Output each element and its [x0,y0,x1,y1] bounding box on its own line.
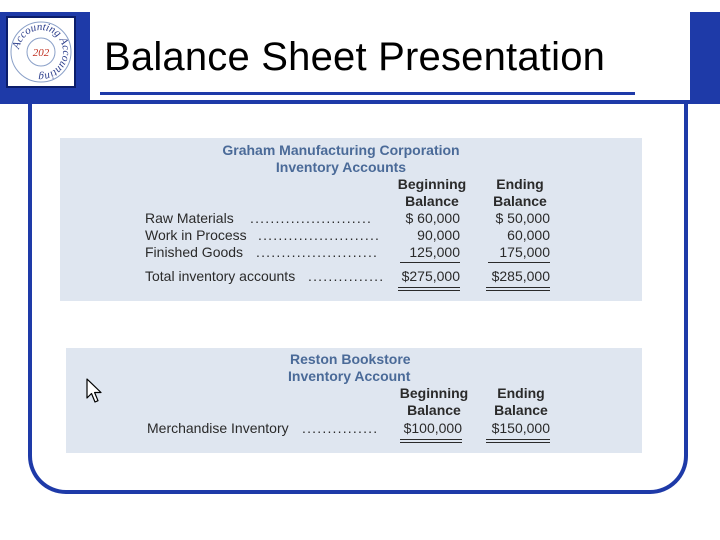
total-double-underline [486,439,550,440]
graham-col-beginning-2: Balance [405,193,459,209]
total-double-underline [398,287,460,288]
svg-text:Accounting Accounting: Accounting Accounting [10,20,73,84]
subtotal-underline [488,262,550,263]
accounting-logo [6,16,76,88]
page-title: Balance Sheet Presentation [104,35,606,79]
table-total-ending: $285,000 [491,268,550,284]
table-row-label: Work in Process [145,227,247,243]
total-double-underline [398,290,460,291]
reston-col-beginning-1: Beginning [399,385,469,401]
table-cell-ending: 175,000 [499,244,550,260]
leader-dots: ........................ [256,244,379,260]
graham-subtitle: Inventory Accounts [275,159,407,175]
graham-col-ending-1: Ending [496,176,544,192]
total-double-underline [486,290,550,291]
table-row-label: Merchandise Inventory [147,420,289,436]
leader-dots: ........................ [258,227,381,243]
accounting-seal-icon [8,18,74,86]
table-total-beginning: $275,000 [401,268,460,284]
leader-dots: ........................ [250,210,373,226]
table-total-label: Total inventory accounts [145,268,296,284]
table-cell-beginning: $ 60,000 [405,210,460,226]
subtotal-underline [400,262,460,263]
total-double-underline [486,442,550,443]
table-row-label: Finished Goods [145,244,244,260]
graham-col-beginning-1: Beginning [397,176,467,192]
reston-col-beginning-2: Balance [407,402,461,418]
graham-col-ending-2: Balance [493,193,547,209]
reston-col-ending-2: Balance [494,402,548,418]
title-divider [100,92,635,95]
table-cell-ending: 60,000 [507,227,550,243]
reston-col-ending-1: Ending [497,385,545,401]
table-cell-beginning: 90,000 [417,227,460,243]
table-cell-beginning: 125,000 [409,244,460,260]
logo-course-number: 202 [32,47,50,59]
graham-company-name: Graham Manufacturing Corporation [222,142,460,158]
total-double-underline [400,439,462,440]
table-cell-beginning: $100,000 [403,420,462,436]
mouse-pointer-icon [86,378,104,404]
leader-dots: ............... [302,420,379,436]
reston-subtitle: Inventory Account [288,368,411,384]
total-double-underline [486,287,550,288]
table-cell-ending: $150,000 [491,420,550,436]
table-row-label: Raw Materials [145,210,234,226]
graham-inventory-table [60,138,642,301]
table-cell-ending: $ 50,000 [495,210,550,226]
reston-inventory-table [66,348,642,453]
leader-dots: ............... [308,268,385,284]
total-double-underline [400,442,462,443]
reston-company-name: Reston Bookstore [290,351,411,367]
